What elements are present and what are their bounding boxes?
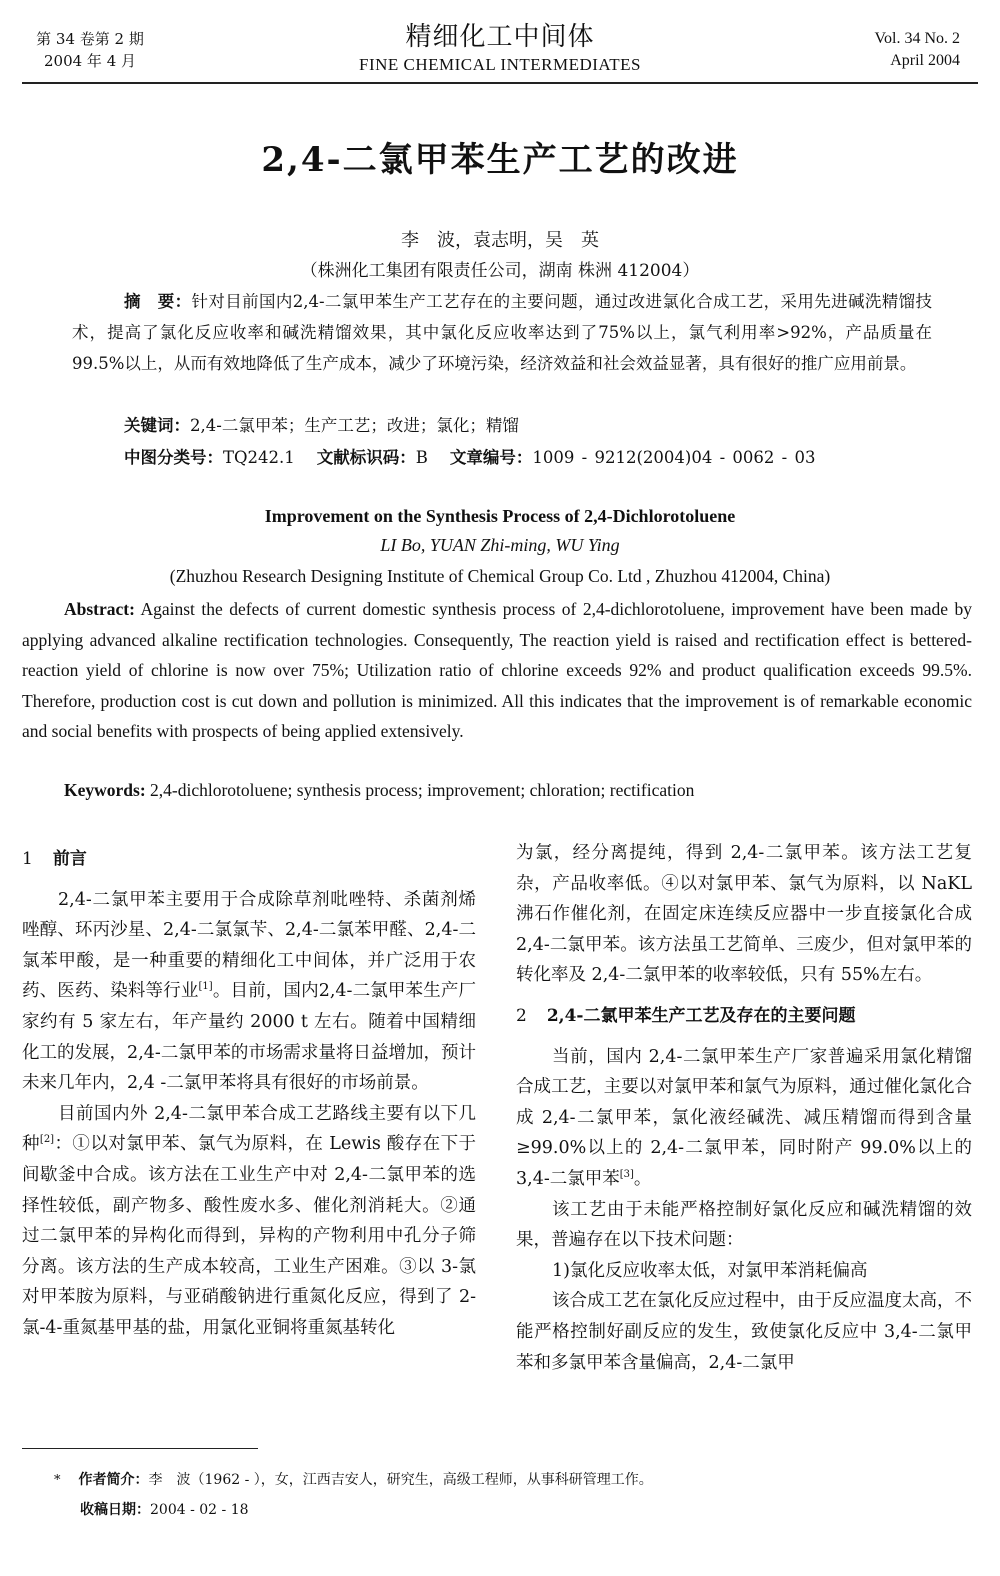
footnote-received — [80, 1500, 249, 1520]
footnote-star: * — [54, 1473, 61, 1488]
affiliation-cn: （株洲化工集团有限责任公司，湖南 株洲 412004） — [300, 261, 700, 281]
date-cn: 2004 年 4 月 — [43, 52, 137, 70]
article-number-label: 文章编号： — [449, 448, 533, 467]
paragraph-intro-1 — [22, 885, 476, 1099]
paper-title-en: Improvement on the Synthesis Process of 2,4-Dichlorotoluene — [264, 506, 736, 526]
section-title-1: 前言 — [52, 849, 87, 869]
paper-title-cn: 2,4-二氯甲苯生产工艺的改进 — [261, 140, 739, 180]
paragraph-continued: 为氯，经分离提纯，得到 2,4-二氯甲苯。该方法工艺复杂，产品收率低。④以对氯甲苯、氯气为原料，以 NaKL 沸石作催化剂，在固定床连续反应器中一步直接氯化合成 2,4-二氯甲苯。该方法虽工艺简单、三废少，但对氯甲苯的转化率及 2,4-二氯甲苯的收率较低，只有 55%左右。 — [516, 843, 972, 986]
keywords-en-label: Keywords: — [64, 780, 146, 800]
keywords-cn — [124, 412, 944, 436]
section-title-2: 2,4-二氯甲苯生产工艺及存在的主要问题 — [546, 1005, 856, 1026]
problem-item-1: 1)氯化反应收率太低，对氯甲苯消耗偏高 — [552, 1260, 868, 1281]
footnote-author — [54, 1470, 653, 1491]
journal-name-en: FINE CHEMICAL INTERMEDIATES — [358, 55, 642, 74]
paragraph-process — [516, 1042, 972, 1195]
volume-cn: 第 34 卷第 2 期 — [36, 30, 144, 48]
paragraph-text: 当前，国内 2,4-二氯甲苯生产厂家普遍采用氯化精馏合成工艺，主要以对氯甲苯和氯气为原料，通过催化氯化合成 2,4-二氯甲苯，氯化液经碱洗、减压精馏而得到含量≥99.0%以上的 2,4-二氯甲苯，同时附产 99.0%以上的 3,4-二氯甲苯 — [516, 1046, 972, 1189]
footnote-rule — [22, 1448, 258, 1449]
keywords-en-text: 2,4-dichlorotoluene; synthesis process; improvement; chloration; rectification — [150, 780, 695, 800]
doc-code-value: B — [415, 448, 428, 467]
citation-ref: [2] — [39, 1134, 55, 1146]
affiliation-en: (Zhuzhou Research Designing Institute of Chemical Group Co. Ltd , Zhuzhou 412004, China) — [169, 566, 831, 586]
abstract-cn-label: 摘 要： — [124, 292, 192, 311]
citation-ref: [1] — [198, 981, 213, 993]
paragraph-problems: 该工艺由于未能严格控制好氯化反应和碱洗精馏的效果，普遍存在以下技术问题： — [516, 1199, 972, 1251]
paragraph-text: ：①以对氯甲苯、氯气为原料，在 Lewis 酸存在下于间歇釜中合成。该方法在工业生产中对 2,4-二氯甲苯的选择性较低，副产物多、酸性废水多、催化剂消耗大。②通过二氯甲苯的异构化而得到，异构的产物利用中孔分子筛分离。该方法的生产成本较高，工业生产困难。③以 3-氯对甲苯胺为原料，与亚硝酸钠进行重氮化反应，得到了 2-氯-4-重氮基甲基的盐，用氯化亚铜将重氮基转化 — [22, 1134, 476, 1338]
doc-code-label: 文献标识码： — [316, 448, 416, 467]
body-column-left — [22, 838, 476, 1344]
section-number-1: 1 — [22, 849, 33, 869]
authors-cn: 李 波，袁志明，吴 英 — [401, 230, 599, 251]
section-number-2: 2 — [516, 1005, 527, 1026]
keywords-cn-label: 关键词： — [124, 416, 190, 435]
author-intro-text: 李 波（1962 - ），女，江西吉安人，研究生，高级工程师，从事科研管理工作。 — [148, 1472, 653, 1488]
received-date-label: 收稿日期： — [80, 1502, 150, 1518]
abstract-en-label: Abstract: — [64, 599, 135, 619]
date-en: April 2004 — [890, 52, 960, 69]
author-intro-label: 作者简介： — [78, 1472, 149, 1488]
clc-label: 中图分类号： — [124, 448, 223, 467]
abstract-en — [22, 594, 972, 747]
abstract-cn-text: 针对目前国内2,4-二氯甲苯生产工艺存在的主要问题，通过改进氯化合成工艺，采用先进碱洗精馏技术，提高了氯化反应收率和碱洗精馏效果，其中氯化反应收率达到了75%以上，氯气利用率>92%，产品质量在99.5%以上，从而有效地降低了生产成本，减少了环境污染，经济效益和社会效益显著，具有很好的推广应用前景。 — [72, 292, 932, 373]
abstract-en-text: Against the defects of current domestic synthesis process of 2,4-dichlorotoluene, improvement have been made by applying advanced alkaline rectification technologies. Consequently, The reaction yield is raised and rectification effect is bettered-reaction yield of chlorine is now over 75%; Utilization ratio of chlorine exceeds 92% and product qualification exceeds 99.5%. Therefore, production cost is cut down and pollution is minimized. All this indicates that the improvement is of remarkable economic and social benefits with prospects of being applied extensively. — [22, 599, 972, 742]
keywords-cn-text: 2,4-二氯甲苯；生产工艺；改进；氯化；精馏 — [190, 416, 519, 435]
volume-en: Vol. 34 No. 2 — [874, 30, 960, 47]
header-issue-en — [875, 28, 961, 72]
paragraph-intro-2 — [22, 1099, 476, 1344]
received-date-text: 2004 - 02 - 18 — [150, 1502, 249, 1518]
paragraph-text: 2,4-二氯甲苯主要用于合成除草剂吡唑特、杀菌剂烯唑醇、环丙沙星、2,4-二氯氯苄、2,4-二氯苯甲醛、2,4-二氯苯甲酸，是一种重要的精细化工中间体，并广泛用于农药、医药、染料等行业 — [22, 889, 476, 1002]
classification-line — [124, 444, 964, 468]
section-heading-2 — [516, 1001, 972, 1032]
keywords-en — [64, 780, 974, 801]
paragraph-text: 目前国内外 2,4-二氯甲苯合成工艺路线主要有以下几种 — [22, 1103, 476, 1155]
article-number-value: 1009 - 9212(2004)04 - 0062 - 03 — [532, 448, 816, 467]
body-column-right — [516, 838, 972, 1378]
journal-name-cn: 精细化工中间体 — [405, 22, 595, 52]
citation-ref: [3] — [619, 1169, 634, 1181]
paragraph-problem-detail: 该合成工艺在氯化反应过程中，由于反应温度太高，不能严格控制好副反应的发生，致使氯化反应中 3,4-二氯甲苯和多氯甲苯含量偏高，2,4-二氯甲 — [516, 1291, 972, 1373]
clc-value: TQ242.1 — [223, 448, 295, 467]
section-heading-1 — [22, 844, 476, 875]
abstract-cn — [72, 286, 932, 379]
header-rule — [22, 82, 978, 84]
paragraph-text: 。 — [633, 1168, 652, 1189]
journal-header — [0, 20, 1000, 76]
authors-en: LI Bo, YUAN Zhi-ming, WU Ying — [380, 535, 620, 555]
paragraph-text: 。目前，国内2,4-二氯甲苯生产厂家约有 5 家左右，年产量约 2000 t 左右。随着中国精细化工的发展，2,4-二氯甲苯的市场需求量将日益增加，预计未来几年内，2,4 -二氯甲苯将具有很好的市场前景。 — [22, 981, 477, 1094]
